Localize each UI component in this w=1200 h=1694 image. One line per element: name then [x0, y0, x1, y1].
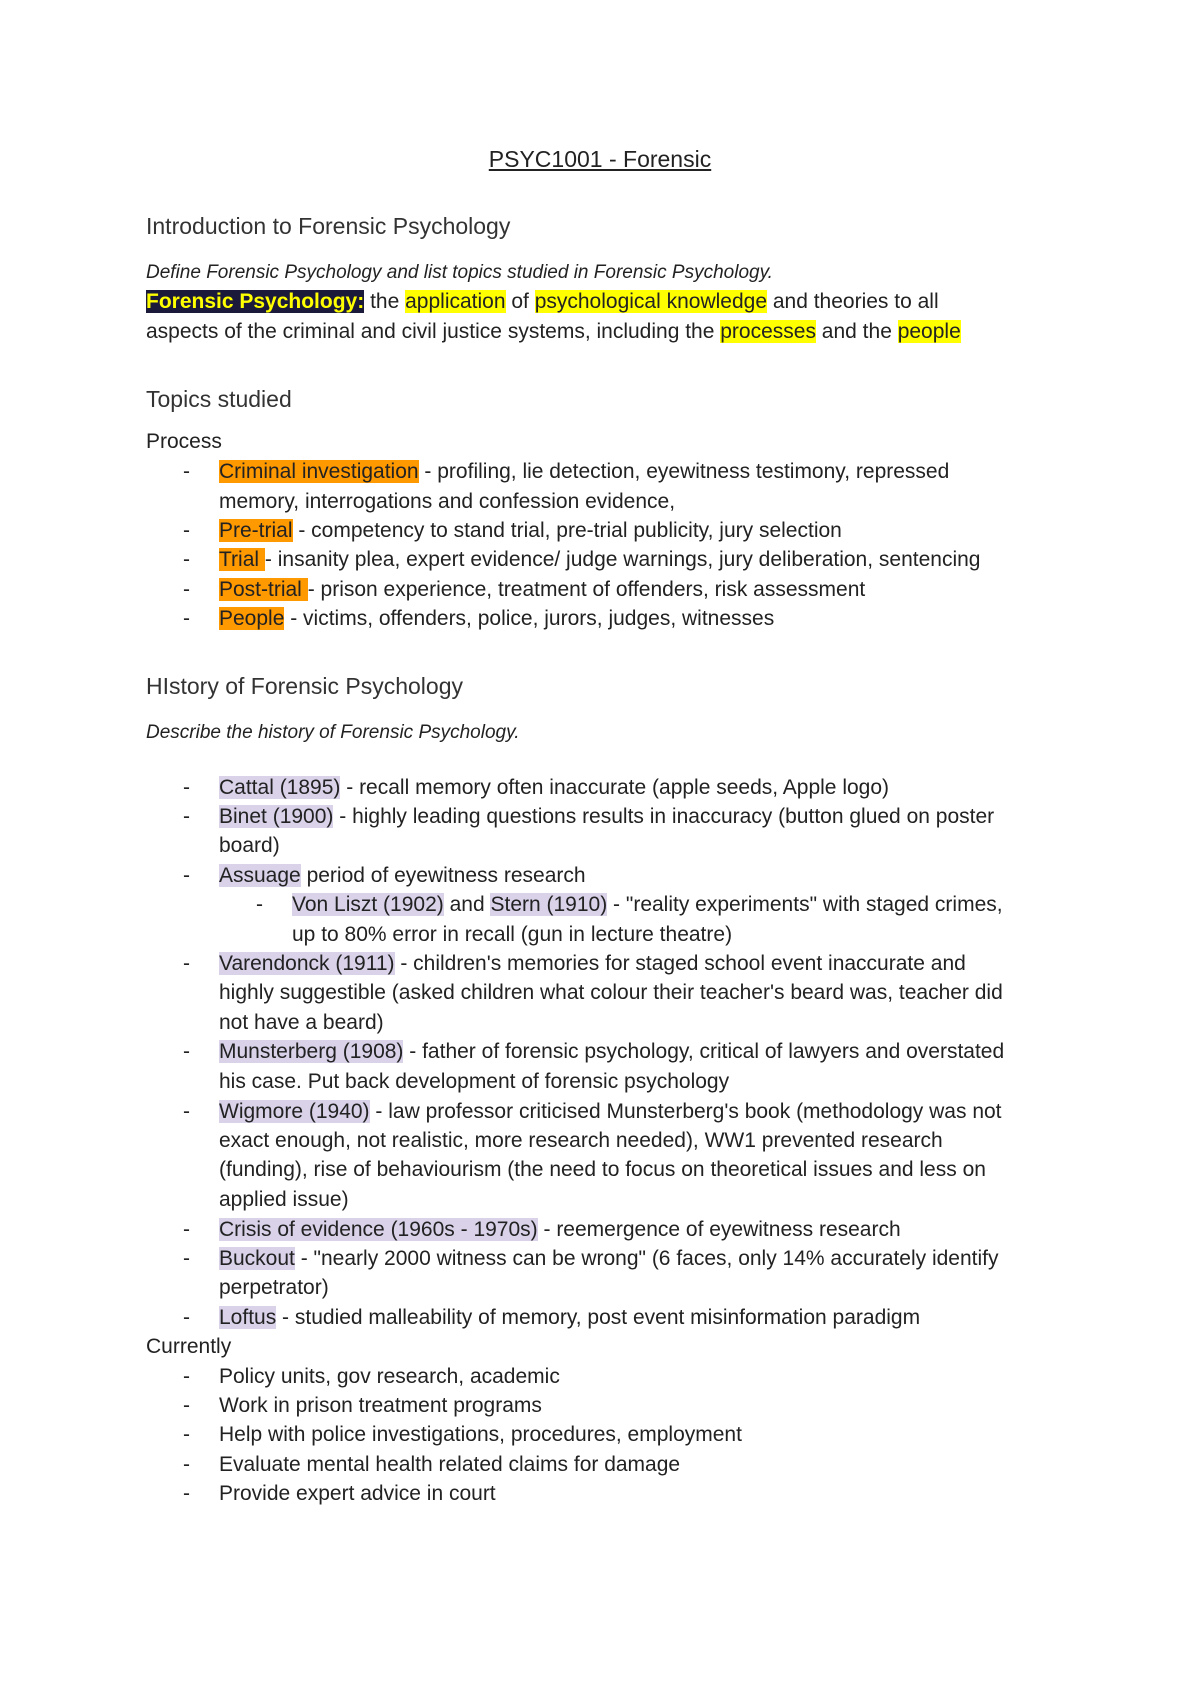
- bullet-dash: -: [183, 1453, 190, 1476]
- list-item: Evaluate mental health related claims for damage: [219, 1453, 681, 1476]
- history-label: Binet (1900): [219, 805, 334, 828]
- history-label: Von Liszt (1902): [292, 893, 444, 916]
- bullet-dash: -: [183, 1365, 190, 1388]
- history-label: Cattal (1895): [219, 776, 341, 799]
- list-item: Cattal (1895) - recall memory often inaccurate (apple seeds, Apple logo): [219, 776, 890, 799]
- history-label: Wigmore (1940): [219, 1100, 370, 1123]
- bullet-dash: -: [183, 776, 190, 799]
- highlight-processes: processes: [720, 320, 816, 343]
- bullet-dash: -: [183, 1040, 190, 1063]
- history-label: Loftus: [219, 1306, 277, 1329]
- bullet-dash: -: [183, 1394, 190, 1417]
- bullet-dash: -: [183, 1218, 190, 1241]
- list-item: Policy units, gov research, academic: [219, 1365, 560, 1388]
- currently-heading: Currently: [146, 1335, 232, 1358]
- bullet-dash: -: [183, 548, 190, 571]
- list-item: Buckout - "nearly 2000 witness can be wrong" (6 faces, only 14% accurately identify: [219, 1247, 999, 1270]
- list-item-continuation: not have a beard): [219, 1011, 384, 1034]
- list-item: Assuage period of eyewitness research: [219, 864, 586, 887]
- history-label: Munsterberg (1908): [219, 1040, 404, 1063]
- list-item-continuation: his case. Put back development of forensic psychology: [219, 1070, 730, 1093]
- bullet-dash: -: [183, 607, 190, 630]
- bullet-dash: -: [183, 460, 190, 483]
- bullet-dash: -: [256, 893, 263, 916]
- list-item-continuation: exact enough, not realistic, more research needed), WW1 prevented research: [219, 1129, 943, 1152]
- topic-label: Post-trial: [219, 578, 308, 601]
- list-item-continuation: highly suggestible (asked children what colour their teacher's beard was, teacher did: [219, 981, 1003, 1004]
- list-item: Work in prison treatment programs: [219, 1394, 542, 1417]
- bullet-dash: -: [183, 1423, 190, 1446]
- bullet-dash: -: [183, 1306, 190, 1329]
- list-item: Binet (1900) - highly leading questions results in inaccuracy (button glued on poster: [219, 805, 995, 828]
- bullet-dash: -: [183, 952, 190, 975]
- bullet-dash: -: [183, 1247, 190, 1270]
- definition-line-2: aspects of the criminal and civil justice systems, including the processes and the people: [146, 320, 961, 343]
- list-item: Loftus - studied malleability of memory, post event misinformation paradigm: [219, 1306, 921, 1329]
- topic-label: Pre-trial: [219, 519, 293, 542]
- highlight-application: application: [405, 290, 506, 313]
- highlight-people: people: [897, 320, 961, 343]
- history-heading: HIstory of Forensic Psychology: [146, 673, 464, 699]
- intro-heading: Introduction to Forensic Psychology: [146, 213, 511, 239]
- history-label: Crisis of evidence (1960s - 1970s): [219, 1218, 538, 1241]
- list-item: Provide expert advice in court: [219, 1482, 496, 1505]
- document-title: PSYC1001 - Forensic: [488, 146, 712, 172]
- list-item-continuation: up to 80% error in recall (gun in lecture theatre): [292, 923, 733, 946]
- list-item: People - victims, offenders, police, jurors, judges, witnesses: [219, 607, 775, 630]
- list-item: Criminal investigation - profiling, lie detection, eyewitness testimony, repressed: [219, 460, 950, 483]
- definition-line-1: Forensic Psychology: the application of psychological knowledge and theories to all: [146, 290, 939, 313]
- list-item: Wigmore (1940) - law professor criticised Munsterberg's book (methodology was not: [219, 1100, 1002, 1123]
- history-label: Assuage: [219, 864, 301, 887]
- list-item-continuation: board): [219, 834, 280, 857]
- topics-heading: Topics studied: [146, 386, 292, 412]
- definition-term: Forensic Psychology:: [146, 290, 365, 313]
- list-item: Help with police investigations, procedures, employment: [219, 1423, 742, 1446]
- topic-label: People: [219, 607, 285, 630]
- history-label: Buckout: [219, 1247, 295, 1270]
- topics-subheading: Process: [146, 430, 222, 453]
- list-item-continuation: (funding), rise of behaviourism (the need to focus on theoretical issues and less on: [219, 1158, 986, 1181]
- list-item-continuation: applied issue): [219, 1188, 349, 1211]
- history-label: Varendonck (1911): [219, 952, 395, 975]
- bullet-dash: -: [183, 519, 190, 542]
- history-label: Stern (1910): [490, 893, 608, 916]
- topic-label: Criminal investigation: [219, 460, 419, 483]
- list-item-continuation: perpetrator): [219, 1276, 329, 1299]
- bullet-dash: -: [183, 805, 190, 828]
- intro-prompt: Define Forensic Psychology and list topics studied in Forensic Psychology.: [146, 262, 773, 283]
- list-item: Varendonck (1911) - children's memories for staged school event inaccurate and: [219, 952, 966, 975]
- highlight-psychological-knowledge: psychological knowledge: [534, 290, 768, 313]
- list-item: Post-trial - prison experience, treatment of offenders, risk assessment: [219, 578, 866, 601]
- list-item: Trial - insanity plea, expert evidence/ judge warnings, jury deliberation, sentencing: [219, 548, 981, 571]
- bullet-dash: -: [183, 578, 190, 601]
- bullet-dash: -: [183, 1482, 190, 1505]
- bullet-dash: -: [183, 1100, 190, 1123]
- list-item: Von Liszt (1902) and Stern (1910) - "reality experiments" with staged crimes,: [292, 893, 1003, 916]
- history-prompt: Describe the history of Forensic Psychology.: [146, 722, 520, 743]
- list-item: Crisis of evidence (1960s - 1970s) - reemergence of eyewitness research: [219, 1218, 901, 1241]
- list-item: Pre-trial - competency to stand trial, pre-trial publicity, jury selection: [219, 519, 842, 542]
- list-item-continuation: memory, interrogations and confession evidence,: [219, 490, 676, 513]
- bullet-dash: -: [183, 864, 190, 887]
- list-item: Munsterberg (1908) - father of forensic psychology, critical of lawyers and overstated: [219, 1040, 1005, 1063]
- topic-label: Trial: [219, 548, 265, 571]
